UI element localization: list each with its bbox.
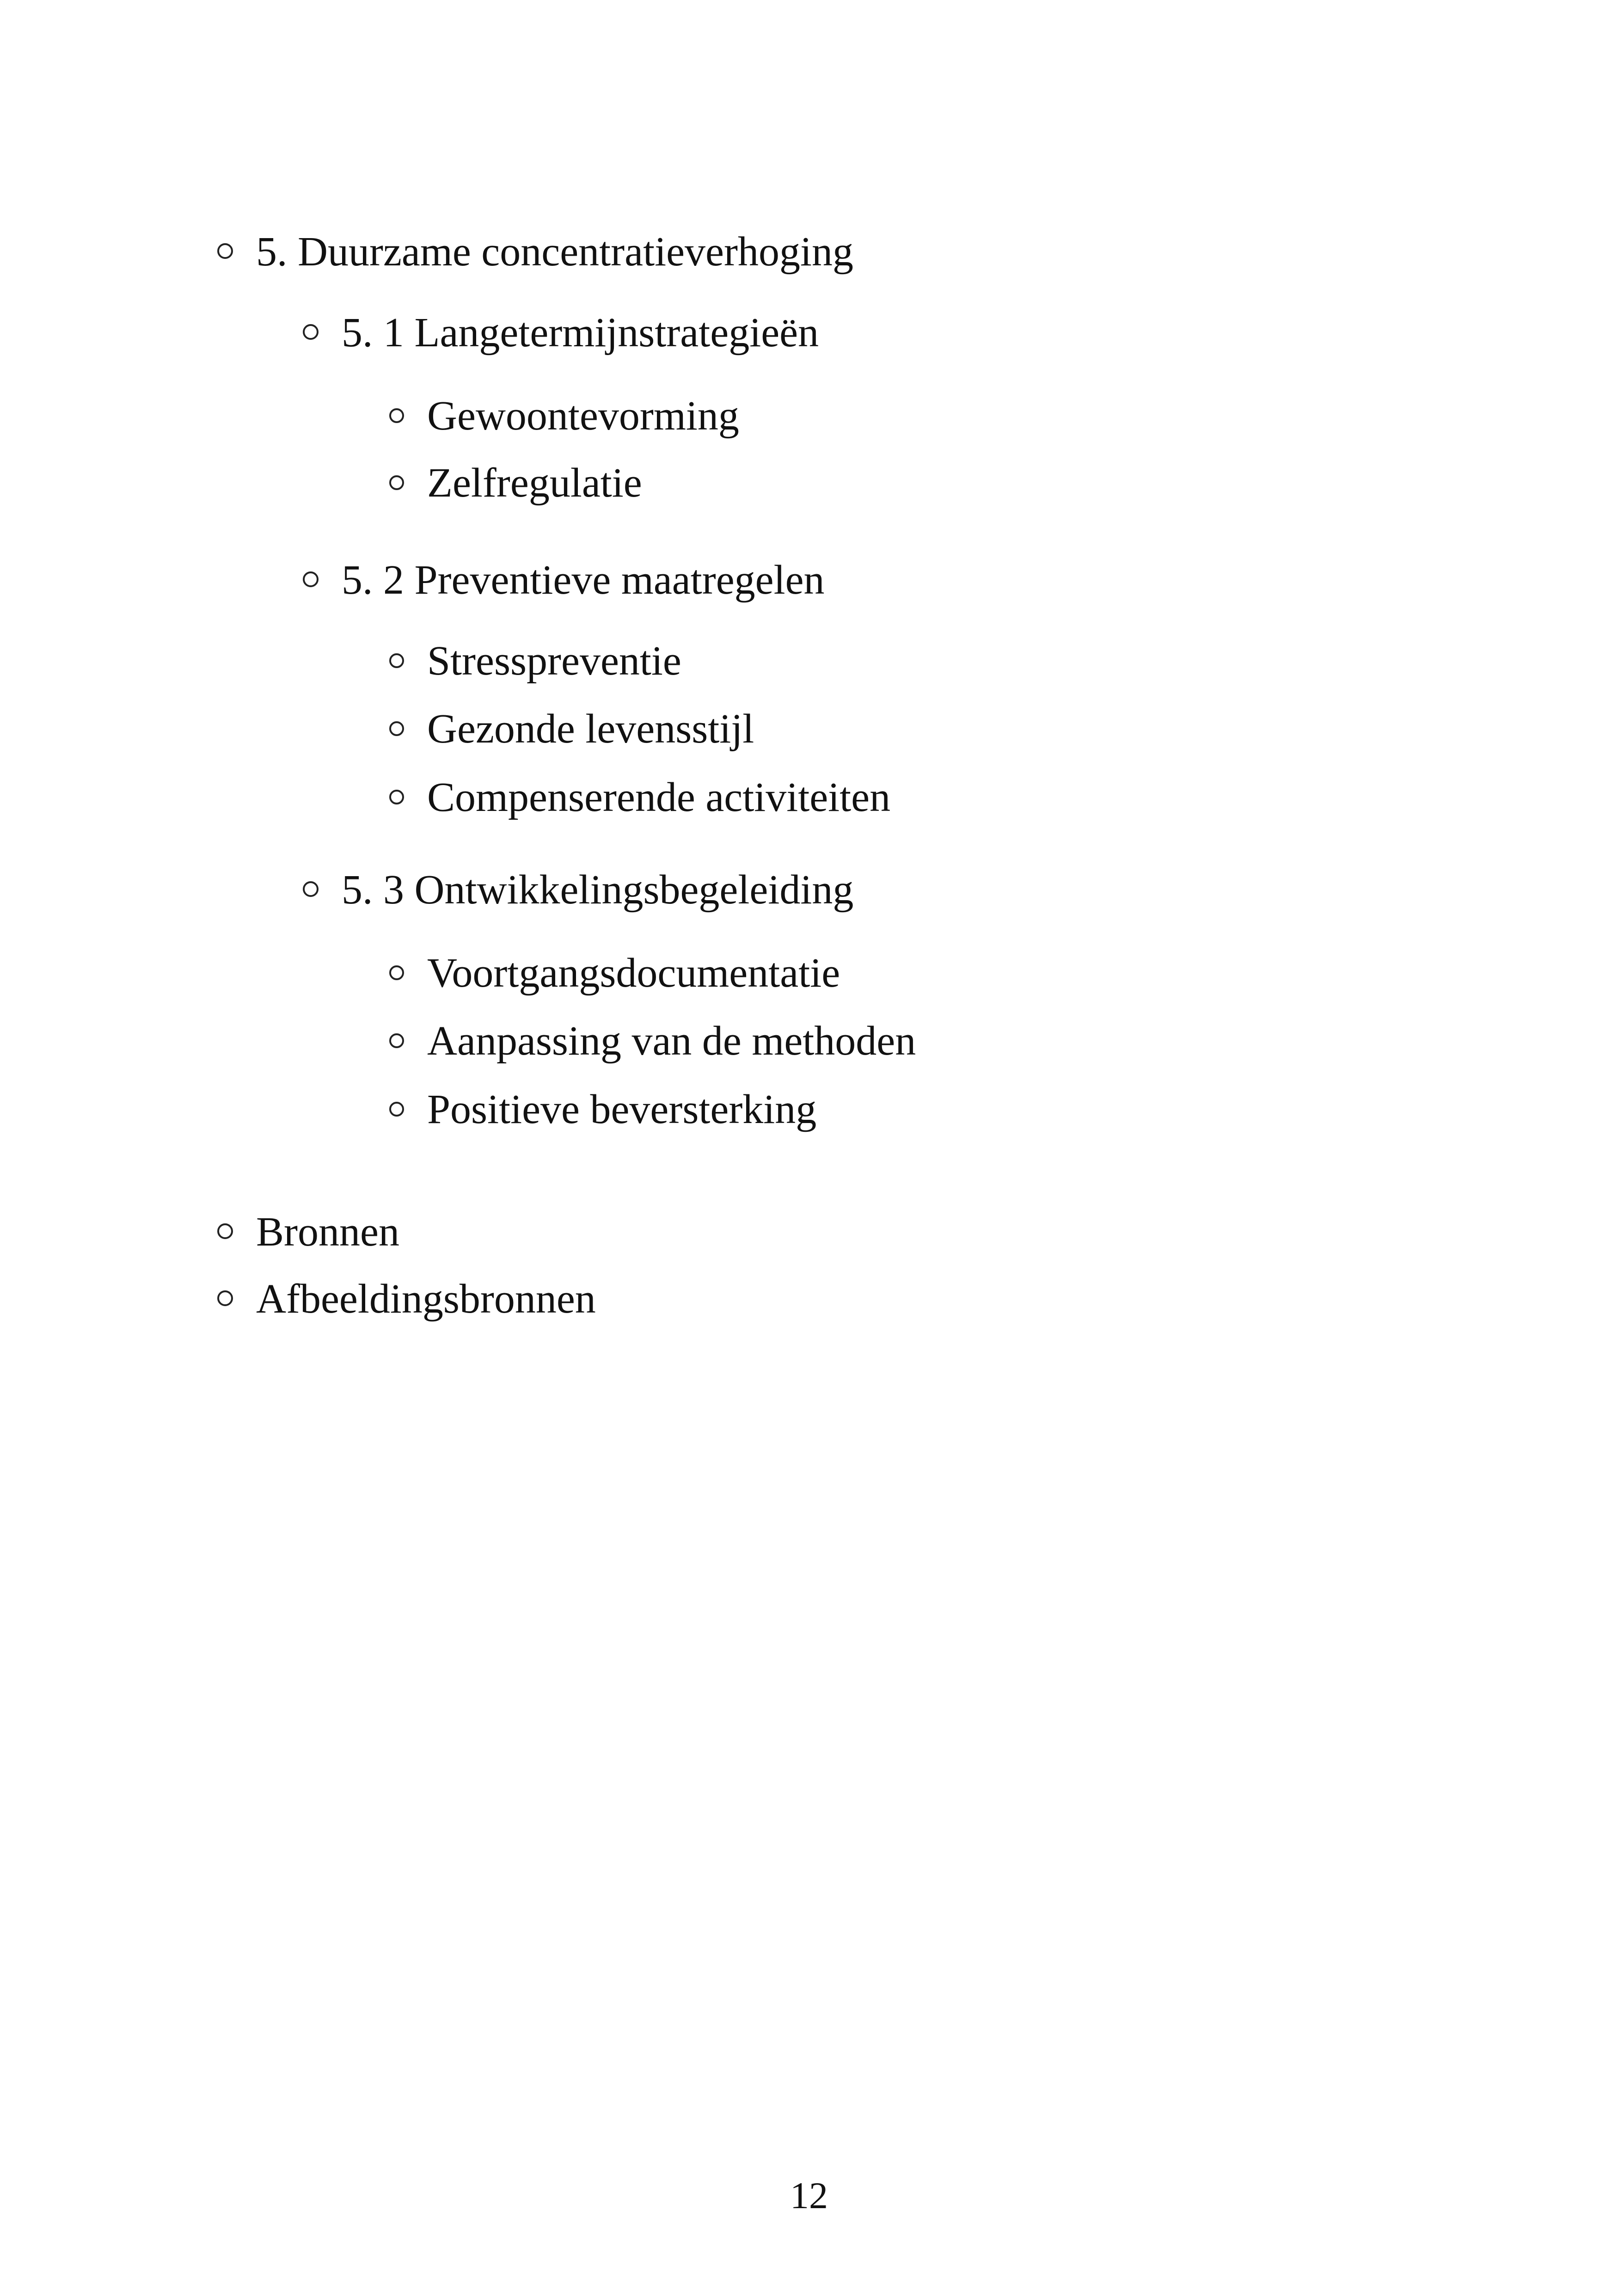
toc-item-langetermijnstrategieen — [303, 312, 819, 354]
toc-item-label: Compenserende activiteiten — [427, 774, 891, 820]
toc-item-label: Aanpassing van de methoden — [427, 1018, 916, 1064]
toc-item-stresspreventie — [389, 640, 681, 682]
circle-bullet-icon — [217, 1290, 233, 1306]
circle-bullet-icon — [389, 1033, 404, 1048]
toc-item-ontwikkelingsbegeleiding — [303, 869, 853, 911]
toc-item-label: Bronnen — [256, 1209, 399, 1255]
toc-item-bronnen — [217, 1211, 399, 1253]
toc-item-duurzame-concentratieverhoging — [217, 231, 853, 273]
toc-item-positieve-beversterking — [389, 1089, 816, 1130]
toc-item-preventieve-maatregelen — [303, 559, 825, 601]
toc-item-label: 5. Duurzame concentratieverhoging — [256, 229, 853, 275]
toc-item-label: 5. 2 Preventieve maatregelen — [342, 557, 825, 603]
toc-item-zelfregulatie — [389, 462, 642, 504]
toc-item-label: Stresspreventie — [427, 638, 681, 684]
toc-item-gewoontevorming — [389, 395, 739, 437]
circle-bullet-icon — [389, 1102, 404, 1117]
circle-bullet-icon — [217, 1223, 233, 1239]
circle-bullet-icon — [303, 881, 319, 897]
circle-bullet-icon — [389, 790, 404, 804]
toc-item-label: Gewoontevorming — [427, 393, 739, 439]
toc-item-aanpassing-methoden — [389, 1020, 916, 1062]
circle-bullet-icon — [389, 408, 404, 423]
toc-item-label: Gezonde levensstijl — [427, 706, 754, 752]
toc-item-label: 5. 3 Ontwikkelingsbegeleiding — [342, 867, 854, 913]
circle-bullet-icon — [217, 243, 233, 259]
toc-item-label: Voortgangsdocumentatie — [427, 950, 840, 996]
toc-item-label: Positieve beversterking — [427, 1087, 817, 1132]
toc-item-voortgangsdocumentatie — [389, 952, 840, 994]
circle-bullet-icon — [389, 965, 404, 980]
toc-item-gezonde-levensstijl — [389, 708, 754, 750]
circle-bullet-icon — [303, 324, 319, 340]
toc-item-compenserende-activiteiten — [389, 774, 891, 820]
toc-item-label: 5. 1 Langetermijnstrategieën — [342, 310, 819, 356]
toc-item-afbeeldingsbronnen — [217, 1278, 596, 1320]
circle-bullet-icon — [389, 721, 404, 736]
circle-bullet-icon — [303, 571, 319, 587]
circle-bullet-icon — [389, 475, 404, 490]
toc-item-label: Zelfregulatie — [427, 460, 642, 506]
circle-bullet-icon — [389, 653, 404, 668]
toc-item-label: Afbeeldingsbronnen — [256, 1276, 596, 1322]
page-number: 12 — [790, 2174, 828, 2216]
